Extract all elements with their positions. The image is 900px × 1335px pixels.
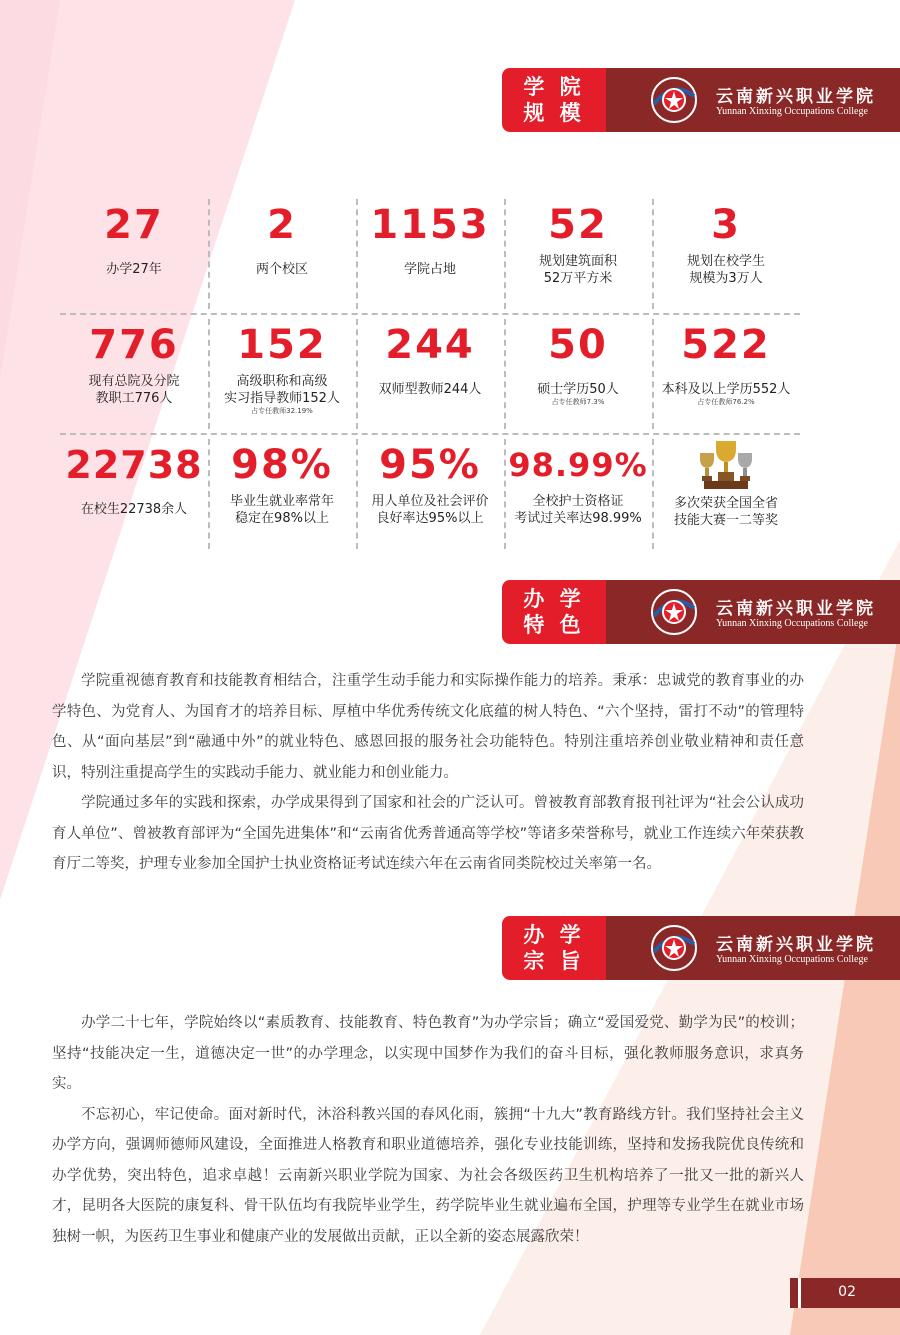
stat-value: 50 [548, 322, 608, 368]
stat-cell [60, 435, 208, 553]
stat-cell [60, 195, 208, 313]
stat-label: 双师型教师244人 [378, 382, 482, 397]
stat-value: 52 [548, 202, 608, 248]
school-logo-icon [650, 924, 698, 972]
stat-value: 2 [267, 202, 297, 248]
purpose-text [52, 1008, 804, 1252]
paragraph: 办学二十七年，学院始终以“素质教育、技能教育、特色教育”为办学宗旨；确立“爱国爱党、勤学为民”的校训；坚持“技能决定一生，道德决定一世”的办学理念，以实现中国梦作为我们的奋斗目标，强化教师服务意识，求真务实。 [52, 1015, 804, 1092]
stat-value: 27 [104, 202, 164, 248]
stat-cell [356, 195, 504, 313]
stat-label: 硕士学历50人 [537, 382, 619, 397]
page-number: 02 [838, 1284, 856, 1300]
stat-label: 两个校区 [255, 262, 308, 277]
stat-label: 现有总院及分院 教职工776人 [88, 374, 180, 406]
section-tag-features: 办 学 特 色 [502, 580, 606, 644]
school-logo-icon [650, 588, 698, 636]
stat-value: 98.99% [508, 446, 648, 484]
stats-grid [60, 195, 800, 553]
school-name-cn: 云南新兴职业学院 [716, 87, 876, 107]
paragraph: 学院通过多年的实践和探索，办学成果得到了国家和社会的广泛认可。曾被教育部教育报刊社评为“社会公认成功育人单位”、曾被教育部评为“全国先进集体”和“云南省优秀普通高等学校”等诸多荣誉称号，就业工作连续六年荣获教育厅二等奖，护理专业参加全国护士执业资格证考试连续六年在云南省同类院校过关率第一名。 [52, 795, 804, 872]
stat-label: 多次荣获全国全省 技能大赛一二等奖 [673, 496, 778, 528]
trophy-icon [696, 439, 756, 491]
school-name-cn: 云南新兴职业学院 [716, 935, 876, 955]
stat-value: 522 [681, 322, 771, 368]
stat-label: 高级职称和高级 实习指导教师152人 [224, 374, 340, 406]
section-banner-purpose [502, 916, 900, 980]
stat-label: 毕业生就业率常年 稳定在98%以上 [229, 494, 334, 526]
stat-cell [208, 435, 356, 553]
stat-cell [652, 435, 800, 553]
stat-cell [504, 315, 652, 433]
stat-cell [504, 435, 652, 553]
stat-cell [356, 435, 504, 553]
stat-label: 在校生22738余人 [80, 502, 188, 517]
stat-value: 98% [231, 442, 333, 488]
page-bar-divider [798, 1278, 801, 1308]
stat-cell [652, 315, 800, 433]
page-number-bar [790, 1278, 900, 1308]
section-banner-features [502, 580, 900, 644]
stat-cell [208, 195, 356, 313]
paragraph: 学院重视德育教育和技能教育相结合，注重学生动手能力和实际操作能力的培养。秉承：忠诚党的教育事业的办学特色、为党育人、为国育才的培养目标、厚植中华优秀传统文化底蕴的树人特色、“六个坚持，雷打不动”的管理特色、从“面向基层”到“融通中外”的就业特色、感恩回报的服务社会功能特色。特别注重培养创业敬业精神和责任意识，特别注重提高学生的实践动手能力、就业能力和创业能力。 [52, 673, 804, 781]
school-name-cn: 云南新兴职业学院 [716, 599, 876, 619]
stat-label: 规划在校学生 规模为3万人 [686, 254, 765, 286]
stat-label: 规划建筑面积 52万平方米 [538, 254, 617, 286]
stat-cell [652, 195, 800, 313]
stat-sublabel: 占专任教师76.2% [697, 398, 755, 406]
school-name-en: Yunnan Xinxing Occupations College [716, 106, 868, 117]
section-tag-purpose: 办 学 宗 旨 [502, 916, 606, 980]
stat-value: 152 [237, 322, 327, 368]
section-tag-scale: 学 院 规 模 [502, 68, 606, 132]
stats-row [60, 313, 800, 433]
stat-cell [60, 315, 208, 433]
stat-sublabel: 占专任教师7.3% [551, 398, 605, 406]
stat-value: 776 [89, 322, 179, 368]
stat-label: 用人单位及社会评价 良好率达95%以上 [371, 494, 489, 526]
stat-label: 办学27年 [106, 262, 162, 277]
stat-cell [208, 315, 356, 433]
stat-cell [356, 315, 504, 433]
stat-label: 学院占地 [403, 262, 456, 277]
stat-sublabel: 占专任教师32.19% [251, 407, 313, 415]
school-name-en: Yunnan Xinxing Occupations College [716, 618, 868, 629]
stat-label: 全校护士资格证 考试过关率达98.99% [514, 494, 642, 526]
stat-value: 244 [385, 322, 475, 368]
stat-value: 22738 [65, 443, 203, 487]
stat-value: 3 [711, 202, 741, 248]
stat-value: 95% [379, 442, 481, 488]
stat-cell [504, 195, 652, 313]
school-logo-icon [650, 76, 698, 124]
section-banner-scale [502, 68, 900, 132]
stats-row [60, 433, 800, 553]
stat-value: 1153 [370, 202, 490, 248]
stats-row [60, 195, 800, 313]
school-name-en: Yunnan Xinxing Occupations College [716, 954, 868, 965]
paragraph: 不忘初心，牢记使命。面对新时代，沐浴科教兴国的春风化雨，簇拥“十九大”教育路线方针。我们坚持社会主义办学方向，强调师德师风建设，全面推进人格教育和职业道德培养，强化专业技能训练，坚持和发扬我院优良传统和办学优势，突出特色，追求卓越！云南新兴职业学院为国家、为社会各级医药卫生机构培养了一批又一批的新兴人才，昆明各大医院的康复科、骨干队伍均有我院毕业学生，药学院毕业生就业遍布全国，护理等专业学生在就业市场独树一帜，为医药卫生事业和健康产业的发展做出贡献，正以全新的姿态展露欣荣！ [52, 1106, 804, 1245]
features-text [52, 666, 804, 880]
stat-label: 本科及以上学历552人 [661, 382, 791, 397]
